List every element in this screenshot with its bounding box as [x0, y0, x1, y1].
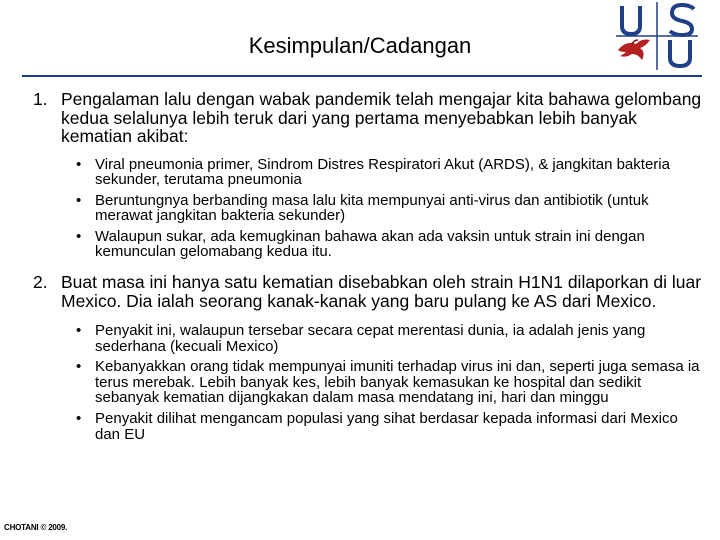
bullet-icon: • — [76, 410, 82, 428]
slide-content — [30, 90, 702, 447]
copyright-footer: CHOTANI © 2009. — [4, 523, 68, 532]
list-item: • Kebanyakkan orang tidak mempunyai imuniti terhadap virus ini dan, seperti juga semasa ia terus merebak. Lebih banyak kes, lebih banyak kemasukan ke hospital dan sedikit sebanyak kematian dijangkakan dalam masa mendatang ini, hari dan minggu — [76, 358, 700, 407]
list-item: • Beruntungnya berbanding masa lalu kita mempunyai anti-virus dan antibiotik (untuk merawat jangkitan bakteria sekunder) — [76, 191, 649, 225]
title-divider — [22, 75, 702, 77]
item-number: 2. — [33, 272, 48, 293]
list-item: • Viral pneumonia primer, Sindrom Distres Respiratori Akut (ARDS), & jangkitan bakteria sekunder, terutama pneumonia — [76, 155, 670, 189]
university-logo — [612, 0, 702, 72]
bullet-icon: • — [76, 191, 82, 209]
list-item: • Penyakit ini, walaupun tersebar secara cepat merentasi dunia, ia adalah jenis yang sederhana (kecuali Mexico) — [76, 322, 646, 355]
bullet-icon: • — [76, 227, 82, 245]
item-text: Buat masa ini hanya satu kematian disebabkan oleh strain H1N1 dilaporkan di luar Mexico. Dia ialah seorang kanak-kanak yang baru pulang ke AS dari Mexico. — [61, 272, 702, 311]
item-text: Pengalaman lalu dengan wabak pandemik telah mengajar kita bahawa gelombang kedua selalunya lebih teruk dari yang pertama menyebabkan lebih banyak kematian akibat: — [61, 89, 702, 146]
sub-bullet-list — [61, 157, 702, 261]
numbered-item-2 — [30, 273, 702, 442]
item-number: 1. — [33, 89, 48, 109]
numbered-item-1 — [30, 90, 702, 260]
list-item: • Walaupun sukar, ada kemugkinan bahawa akan ada vaksin untuk strain ini dengan kemunculan gelomabang kedua itu. — [76, 227, 645, 261]
slide-title: Kesimpulan/Cadangan — [248, 33, 472, 58]
bullet-icon: • — [76, 155, 82, 173]
sub-bullet-list — [61, 323, 702, 442]
bullet-icon: • — [76, 322, 82, 340]
bullet-icon: • — [76, 358, 82, 376]
list-item: • Penyakit dilihat mengancam populasi yang sihat berdasar kepada informasi dari Mexico dan EU — [76, 410, 678, 443]
